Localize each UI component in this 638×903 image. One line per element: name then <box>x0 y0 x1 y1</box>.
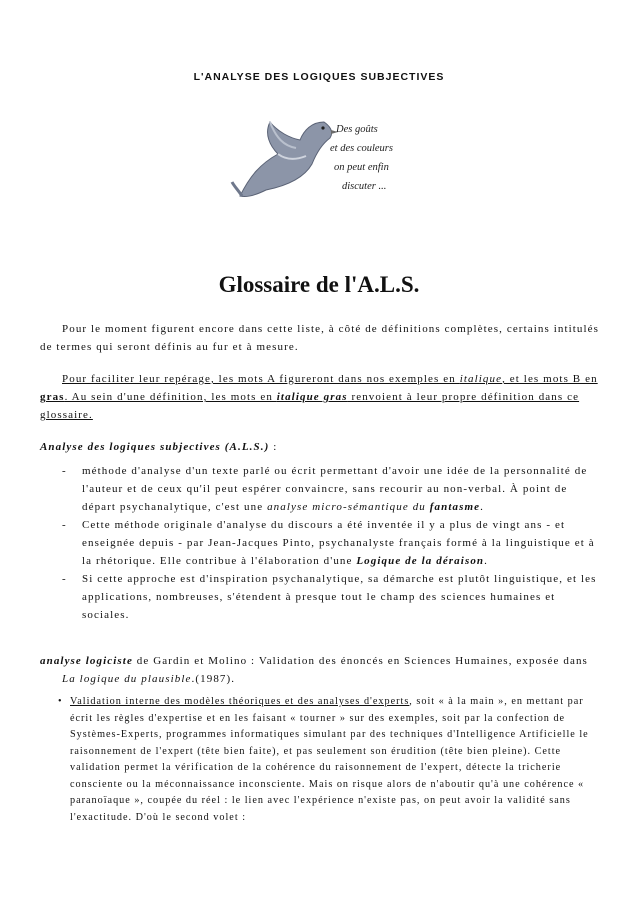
intro-paragraph: Pour le moment figurent encore dans cette liste, à côté de définitions complètes, certains intitulés de termes qui seront définis au fur et à mesure. <box>40 323 600 353</box>
motto-line: Des goûts <box>336 124 378 135</box>
bullet-text: , soit « à la main », en mettant par écrit les règles d'expertise et en les faisant « tourner » sur des exemples, soit par la confection de Systèmes-Experts, programmes informatiques simulant par des techniques d'Intelligence Artificielle le raisonnement de l'expert (tête bien faite), et pas seulement son érudition (tête bien pleine). Cette validation permet la vérification de la cohérence du raisonnement de l'expert, détecte la tricherie consciente ou la méconnaissance inconsciente. Mais on risque alors de n'aboutir qu'à une cohérence « paranoïaque », coupée du réel : le lien avec l'expérience n'existe pas, on peut avoir la validité sans l'exactitude. D'où le second volet : <box>70 696 589 823</box>
entry-text: de Gardin et Molino : Validation des énoncés en Sciences Humaines, exposée dans <box>132 655 588 667</box>
definition-item: - Si cette approche est d'inspiration psychanalytique, sa démarche est plutôt linguistique, et les applications, nombreuses, s'étendent à presque tout le champ des sciences humaines et sociales. <box>62 573 597 621</box>
definition-text: méthode d'analyse d'un texte parlé ou écrit permettant d'avoir une idée de la personnalité de l'auteur et de ceux qu'il peut espérer convaincre, sans recourir au non-verbal. À point de départ psychanalytique, c'est une <box>82 465 588 513</box>
dove-icon <box>230 116 340 204</box>
motto-line: on peut enfin <box>334 162 389 173</box>
definition-item: - Cette méthode originale d'analyse du discours a été inventée il y a plus de vingt ans - et enseignée depuis - par Jean-Jacques Pinto, psychanalyste français formé à la linguistique et à la rhétorique. Elle contribue à l'élaboration d'une Logique de la déraison. <box>62 519 595 567</box>
legend-text: , et les mots B en <box>502 373 598 385</box>
motto-line: discuter ... <box>342 181 387 192</box>
definition-text: . <box>484 555 489 567</box>
legend-text: Pour faciliter leur repérage, les mots A figureront dans nos exemples en <box>62 373 460 385</box>
entry-punct: : <box>269 441 278 453</box>
legend-bold-italic: italique gras <box>276 391 348 403</box>
bullet-item <box>0 694 600 826</box>
glossary-entry-als <box>40 438 600 456</box>
motto-line: et des couleurs <box>330 143 393 154</box>
definition-italic: analyse micro-sémantique du <box>267 501 430 513</box>
logo-motto <box>330 120 440 196</box>
entry-term: analyse logiciste <box>40 655 133 667</box>
definition-ref: Logique de la déraison <box>356 555 485 567</box>
legend-text: . Au sein d'une définition, les mots en <box>64 391 277 403</box>
document-body <box>40 320 600 826</box>
page-header: L'ANALYSE DES LOGIQUES SUBJECTIVES <box>193 71 445 83</box>
definition-text: Si cette approche est d'inspiration psychanalytique, sa démarche est plutôt linguistique, et les applications, nombreuses, s'étendent à presque tout le champ des sciences humaines et sociales. <box>82 573 597 621</box>
definition-item: - méthode d'analyse d'un texte parlé ou écrit permettant d'avoir une idée de la personnalité de l'auteur et de ceux qu'il peut espérer convaincre, sans recourir au non-verbal. À point de départ psychanalytique, c'est une analyse micro-sémantique du fantasme. <box>62 465 588 513</box>
bullet-dot: • <box>58 696 63 707</box>
logo <box>222 110 422 205</box>
definition-text: . <box>480 501 484 513</box>
definition-text: Cette méthode originale d'analyse du discours a été inventée il y a plus de vingt ans - et enseignée depuis - par Jean-Jacques Pinto, psychanalyste français formé à la linguistique et à la rhétorique. Elle contribue à l'élaboration d'une <box>82 519 595 567</box>
page-title: Glossaire de l'A.L.S. <box>218 272 420 297</box>
entry-term: Analyse des logiques subjectives (A.L.S.) <box>40 441 270 453</box>
entry-italic: La logique du plausible <box>62 673 192 685</box>
bullet-underlined: Validation interne des modèles théoriques et des analyses d'experts <box>70 696 410 707</box>
definition-ref: fantasme <box>429 501 481 513</box>
legend-italic: italique <box>459 373 503 385</box>
glossary-entry-logiciste <box>40 652 600 688</box>
entry-definitions <box>40 462 600 624</box>
legend-paragraph <box>40 370 600 424</box>
entry-text: .(1987). <box>191 673 236 685</box>
legend-bold: gras <box>40 391 65 403</box>
legend-text: renvoient à leur propre définition dans ce glossaire. <box>40 391 580 421</box>
